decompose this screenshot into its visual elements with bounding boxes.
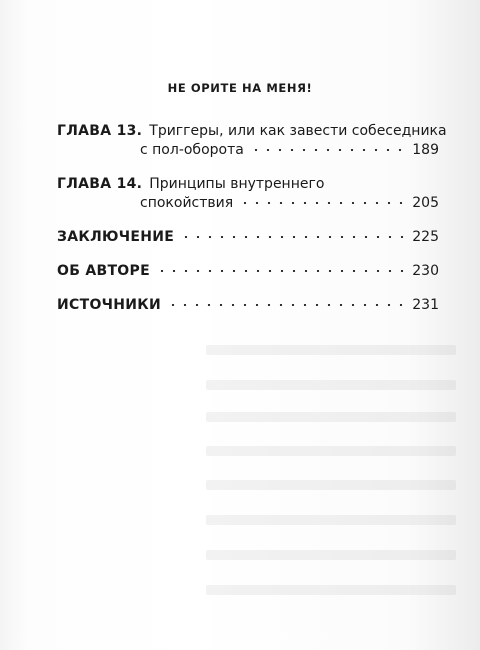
chapter-label: ГЛАВА 14. xyxy=(57,176,143,192)
ghost-row xyxy=(206,480,456,490)
ghost-row xyxy=(206,345,456,355)
page-number: 225 xyxy=(412,229,439,245)
ghost-row xyxy=(206,446,456,456)
dot-leader xyxy=(156,270,406,272)
toc-entry-chapter-14 xyxy=(57,175,439,213)
ghost-row xyxy=(206,515,456,525)
table-of-contents xyxy=(57,122,447,330)
ghost-row xyxy=(206,550,456,560)
toc-entry-chapter-13 xyxy=(57,122,447,160)
dot-leader xyxy=(167,304,406,306)
toc-entry-about-author xyxy=(57,262,439,281)
dot-leader xyxy=(250,149,406,151)
page-number: 189 xyxy=(412,142,439,158)
page-number: 231 xyxy=(412,297,439,313)
ghost-row xyxy=(206,585,456,595)
page-number: 230 xyxy=(412,263,439,279)
toc-entry-sources xyxy=(57,296,439,315)
running-head: НЕ ОРИТЕ НА МЕНЯ! xyxy=(167,81,313,95)
chapter-title-continued: с пол-оборота xyxy=(140,142,244,158)
chapter-label: ГЛАВА 13. xyxy=(57,123,143,139)
page-number: 205 xyxy=(412,195,439,211)
dot-leader xyxy=(239,202,406,204)
chapter-title: Триггеры, или как завести собеседника xyxy=(149,123,447,139)
section-label: ИСТОЧНИКИ xyxy=(57,297,162,313)
toc-entry-conclusion xyxy=(57,228,439,247)
section-label: ЗАКЛЮЧЕНИЕ xyxy=(57,229,175,245)
ghost-row xyxy=(206,412,456,422)
dot-leader xyxy=(180,236,406,238)
chapter-title-continued: спокойствия xyxy=(140,195,234,211)
ghost-row xyxy=(206,380,456,390)
chapter-title: Принципы внутреннего xyxy=(149,176,325,192)
section-label: ОБ АВТОРЕ xyxy=(57,263,150,279)
